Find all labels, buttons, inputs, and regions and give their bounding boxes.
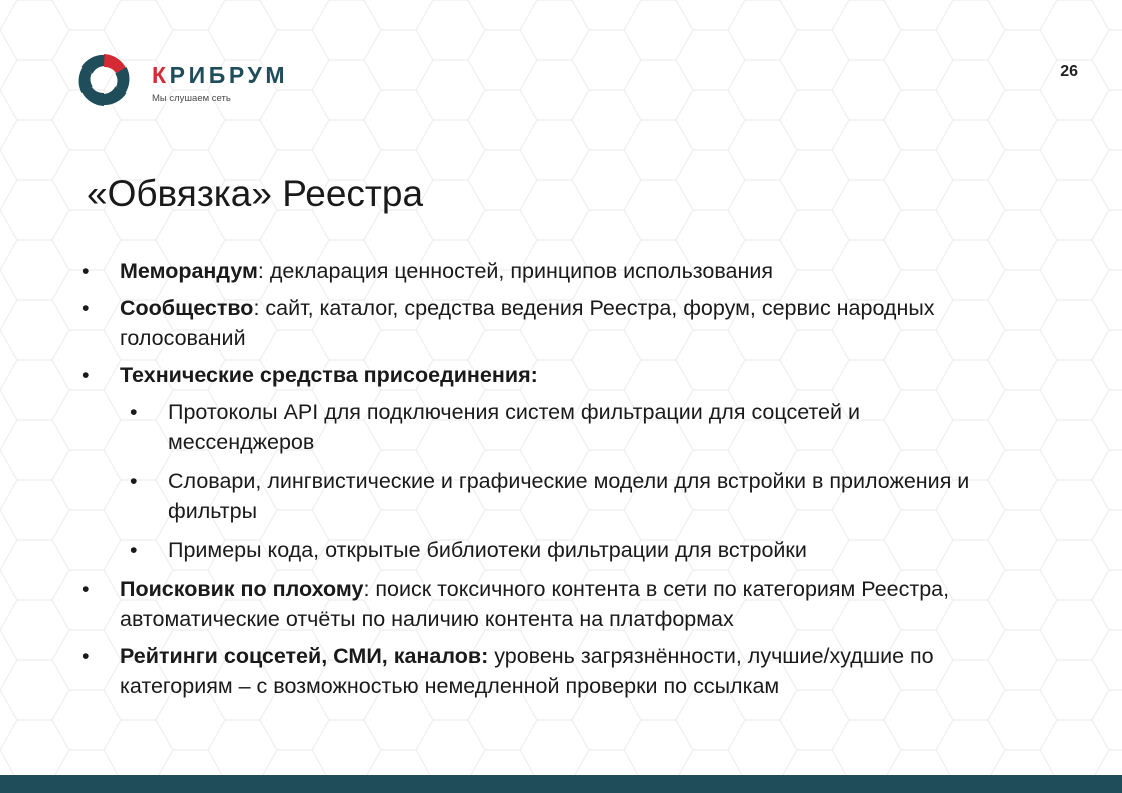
bullet-icon: • [130,400,138,424]
logo-wordmark-first-letter: К [152,62,170,88]
bullet-icon: • [82,363,90,387]
list-item [0,360,1050,390]
bullet-icon: • [130,538,138,562]
list-item-text: : декларация ценностей, принципов использования [257,259,774,283]
company-logo [74,50,314,114]
page-number: 26 [1060,63,1078,80]
bullet-icon: • [82,577,90,601]
sub-list-item [0,535,1008,565]
list-item-text: Протоколы API для подключения систем фильтрации для соцсетей и мессенджеров [168,400,861,454]
bullet-icon: • [82,296,90,320]
list-item-bold: Технические средства присоединения: [120,363,538,387]
list-item-bold: Рейтинги соцсетей, СМИ, каналов: [120,644,489,668]
slide-title: «Обвязка» Реестра [87,173,424,214]
bullet-icon: • [130,469,138,493]
logo-wordmark [152,62,288,89]
bullet-icon: • [82,644,90,668]
footer-bar [0,775,1122,793]
bullet-list [0,256,1122,708]
bullet-icon: • [82,259,90,283]
list-item-bold: Поисковик по плохому [120,577,364,601]
logo-wordmark-rest: РИБРУМ [169,62,289,88]
list-item [0,574,1050,634]
list-item-text: уровень загрязнённости, лучшие/худшие по категориям – с возможностью немедленной проверки по ссылкам [120,644,934,698]
list-item-text: : сайт, каталог, средства ведения Реестра, форум, сервис народных голосований [120,296,935,350]
list-item-bold: Меморандум [120,259,258,283]
sub-list-item [0,397,1008,457]
list-item-text: : поиск токсичного контента в сети по категориям Реестра, автоматические отчёты по наличию контента на платформах [120,577,950,631]
logo-tagline: Мы слушаем сеть [152,93,231,104]
list-item [0,293,1050,353]
sub-list-item [0,466,1008,526]
logo-swirl-icon [74,50,134,110]
list-item [0,256,1050,286]
list-item-text: Словари, лингвистические и графические модели для встройки в приложения и фильтры [168,469,970,523]
list-item-text: Примеры кода, открытые библиотеки фильтрации для встройки [168,538,807,562]
list-item [0,641,1050,701]
list-item-bold: Сообщество [120,296,254,320]
